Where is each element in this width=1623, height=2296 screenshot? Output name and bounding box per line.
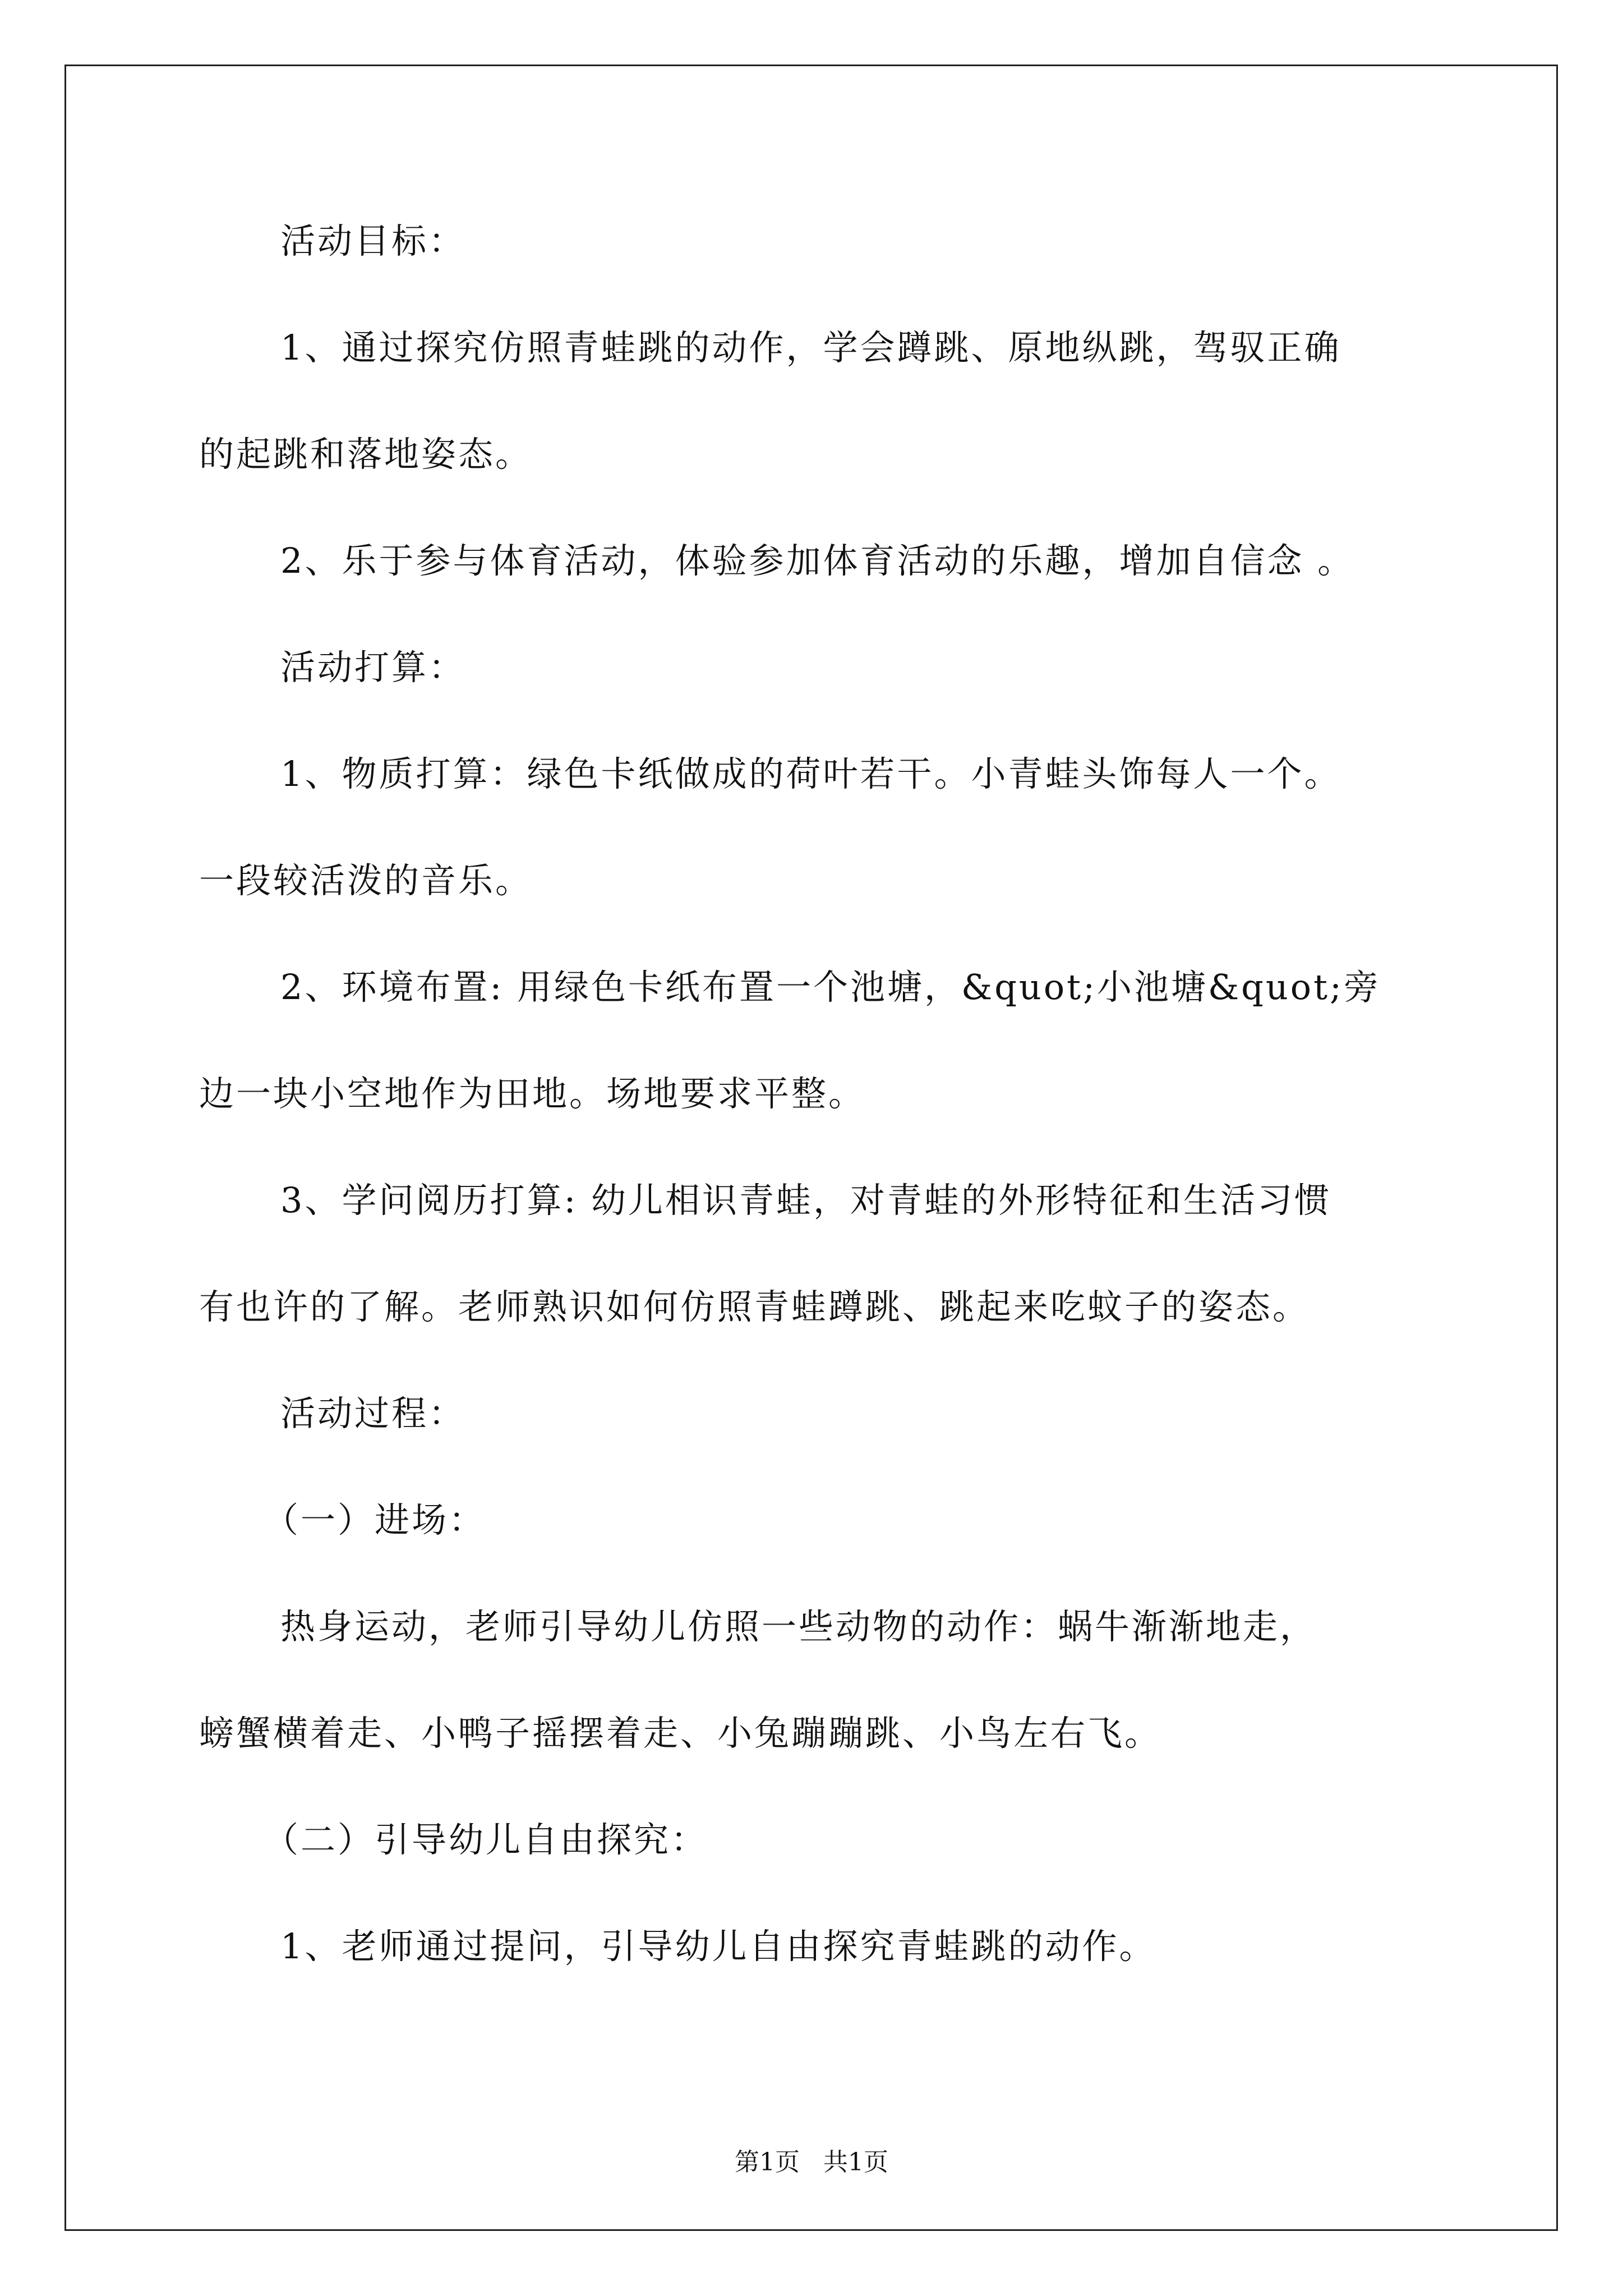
paragraph-line: 边一块小空地作为田地。场地要求平整。 bbox=[199, 1073, 866, 1114]
page-border bbox=[64, 65, 1558, 2231]
paragraph-line: 3、学问阅历打算: 幼儿相识青蛙，对青蛙的外形特征和生活习惯 bbox=[280, 1180, 1332, 1221]
section-heading-goals: 活动目标： bbox=[280, 220, 466, 261]
section-heading-process: 活动过程： bbox=[280, 1393, 466, 1434]
paragraph-line: 1、老师通过提问，引导幼儿自由探究青蛙跳的动作。 bbox=[280, 1926, 1156, 1967]
page-number-footer: 第1页 共1页 bbox=[735, 2148, 888, 2177]
paragraph-line: 热身运动，老师引导幼儿仿照一些动物的动作：蜗牛渐渐地走， bbox=[280, 1606, 1317, 1647]
paragraph-line: 的起跳和落地姿态。 bbox=[199, 434, 533, 475]
paragraph-line: 2、环境布置: 用绿色卡纸布置一个池塘，&quot;小池塘&quot;旁 bbox=[280, 967, 1381, 1007]
paragraph-line: 有也许的了解。老师熟识如何仿照青蛙蹲跳、跳起来吃蚊子的姿态。 bbox=[199, 1286, 1310, 1327]
paragraph-line: 1、通过探究仿照青蛙跳的动作，学会蹲跳、原地纵跳，驾驭正确 bbox=[280, 327, 1341, 368]
paragraph-line: 一段较活泼的音乐。 bbox=[199, 860, 533, 901]
paragraph-line: 1、物质打算：绿色卡纸做成的荷叶若干。小青蛙头饰每人一个。 bbox=[280, 753, 1341, 794]
paragraph-line: 螃蟹横着走、小鸭子摇摆着走、小兔蹦蹦跳、小鸟左右飞。 bbox=[199, 1713, 1162, 1754]
subsection-heading: （二）引导幼儿自由探究： bbox=[264, 1819, 708, 1860]
paragraph-line: 2、乐于参与体育活动，体验参加体育活动的乐趣，增加自信念 。 bbox=[280, 540, 1355, 581]
subsection-heading: （一）进场： bbox=[264, 1499, 486, 1540]
section-heading-preparation: 活动打算： bbox=[280, 647, 466, 688]
